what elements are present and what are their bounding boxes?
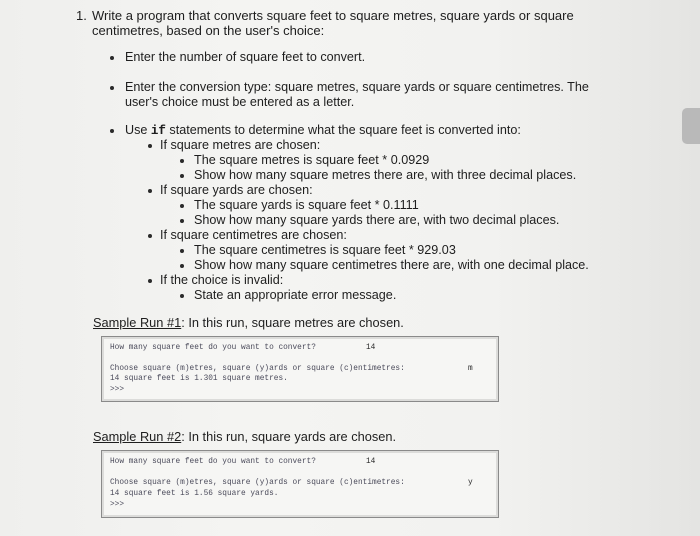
case-yards-output: Show how many square yards there are, with two decimal places. xyxy=(194,213,560,227)
bullet-dot xyxy=(110,56,114,60)
bullet-dot xyxy=(180,204,184,208)
bullet-dot xyxy=(180,219,184,223)
sample-run-1-console xyxy=(101,336,499,402)
console-input-square-feet: 14 xyxy=(366,344,376,352)
console-prompt-square-feet: How many square feet do you want to convert? xyxy=(110,344,316,352)
instruction-text: statements to determine what the square feet is converted into: xyxy=(165,123,521,137)
case-centimetres-output: Show how many square centimetres there are, with one decimal place. xyxy=(194,258,589,272)
bullet-dot xyxy=(180,174,184,178)
sample-run-2-console xyxy=(101,450,499,518)
bullet-dot xyxy=(180,249,184,253)
console-prompt-conversion-type: Choose square (m)etres, square (y)ards or square (c)entimetres: xyxy=(110,479,405,487)
bullet-dot xyxy=(110,129,114,133)
instruction-conversion-type-line1: Enter the conversion type: square metres, square yards or square centimetres. The xyxy=(125,80,589,94)
case-metres-formula: The square metres is square feet * 0.0929 xyxy=(194,153,430,167)
instruction-enter-square-feet: Enter the number of square feet to convert. xyxy=(125,50,366,64)
console-prompt-square-feet: How many square feet do you want to convert? xyxy=(110,458,316,466)
question-text-line2: centimetres, based on the user's choice: xyxy=(92,23,325,38)
console-input-conversion-type: m xyxy=(468,365,473,373)
bullet-dot xyxy=(180,294,184,298)
console-prompt-conversion-type: Choose square (m)etres, square (y)ards or square (c)entimetres: xyxy=(110,365,405,373)
instruction-text: Use xyxy=(125,123,151,137)
page-edge-tab xyxy=(682,108,700,144)
sample-run-1-description: : In this run, square metres are chosen. xyxy=(181,315,404,330)
bullet-dot xyxy=(148,279,152,283)
case-yards-heading: If square yards are chosen: xyxy=(160,183,313,197)
bullet-dot xyxy=(180,264,184,268)
bullet-dot xyxy=(148,144,152,148)
sample-run-2-description: : In this run, square yards are chosen. xyxy=(181,429,397,444)
bullet-dot xyxy=(180,159,184,163)
console-shell-prompt: >>> xyxy=(110,386,125,394)
console-input-square-feet: 14 xyxy=(366,458,376,466)
case-metres-heading: If square metres are chosen: xyxy=(160,138,321,152)
console-result: 14 square feet is 1.56 square yards. xyxy=(110,490,279,498)
case-metres-output: Show how many square metres there are, with three decimal places. xyxy=(194,168,577,182)
case-invalid-heading: If the choice is invalid: xyxy=(160,273,284,287)
case-yards-formula: The square yards is square feet * 0.1111 xyxy=(194,198,419,212)
console-input-conversion-type: y xyxy=(468,479,473,487)
instruction-conversion-type-line2: user's choice must be entered as a letter. xyxy=(125,95,355,109)
question-text-line1: Write a program that converts square feet to square metres, square yards or square xyxy=(92,8,574,23)
instruction-use-if-statements xyxy=(125,123,521,139)
sample-run-1-heading xyxy=(93,315,404,330)
code-keyword-if: if xyxy=(150,124,166,138)
console-shell-prompt: >>> xyxy=(110,501,125,509)
case-centimetres-formula: The square centimetres is square feet * 929.03 xyxy=(194,243,456,257)
case-centimetres-heading: If square centimetres are chosen: xyxy=(160,228,347,242)
case-invalid-error: State an appropriate error message. xyxy=(194,288,397,302)
question-number: 1. xyxy=(76,8,87,23)
bullet-dot xyxy=(148,189,152,193)
sample-run-1-label: Sample Run #1 xyxy=(93,315,182,330)
bullet-dot xyxy=(148,234,152,238)
bullet-dot xyxy=(110,86,114,90)
console-result: 14 square feet is 1.301 square metres. xyxy=(110,375,288,383)
sample-run-2-label: Sample Run #2 xyxy=(93,429,182,444)
sample-run-2-heading xyxy=(93,429,396,444)
